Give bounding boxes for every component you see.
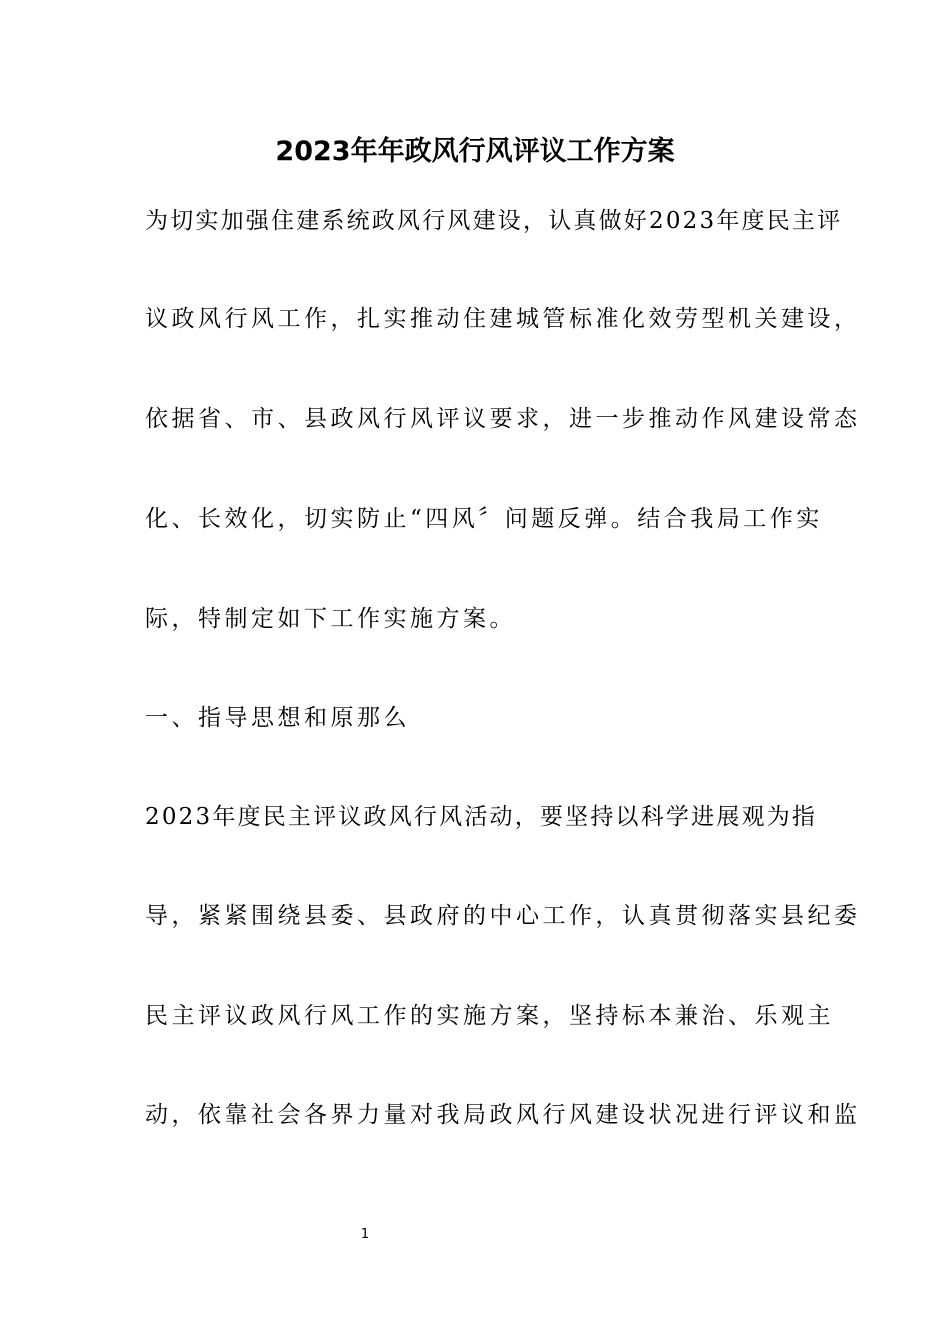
paragraph-line: 化、长效化，切实防止“四风〞问题反弹。结合我局工作实 [145,506,823,532]
paragraph-line: 依据省、市、县政风行风评议要求，进一步推动作风建设常态 [145,406,861,432]
paragraph-line: 议政风行风工作，扎实推动住建城管标准化效劳型机关建设， [145,306,861,332]
page-number: 1 [360,1227,370,1242]
paragraph-line: 民主评议政风行风工作的实施方案，坚持标本兼治、乐观主 [145,1003,834,1029]
paragraph-line: 为切实加强住建系统政风行风建设，认真做好2023年度民主评 [145,208,843,234]
paragraph-line: 际，特制定如下工作实施方案。 [145,606,516,632]
section-heading: 一、指导思想和原那么 [145,705,410,731]
document-title: 2023年年政风行风评议工作方案 [275,136,675,167]
paragraph-line: 动，依靠社会各界力量对我局政风行风建设状况进行评议和监 [145,1102,861,1128]
paragraph-line: 导，紧紧围绕县委、县政府的中心工作，认真贯彻落实县纪委 [145,903,861,929]
paragraph-line: 2023年度民主评议政风行风活动，要坚持以科学进展观为指 [145,804,818,830]
